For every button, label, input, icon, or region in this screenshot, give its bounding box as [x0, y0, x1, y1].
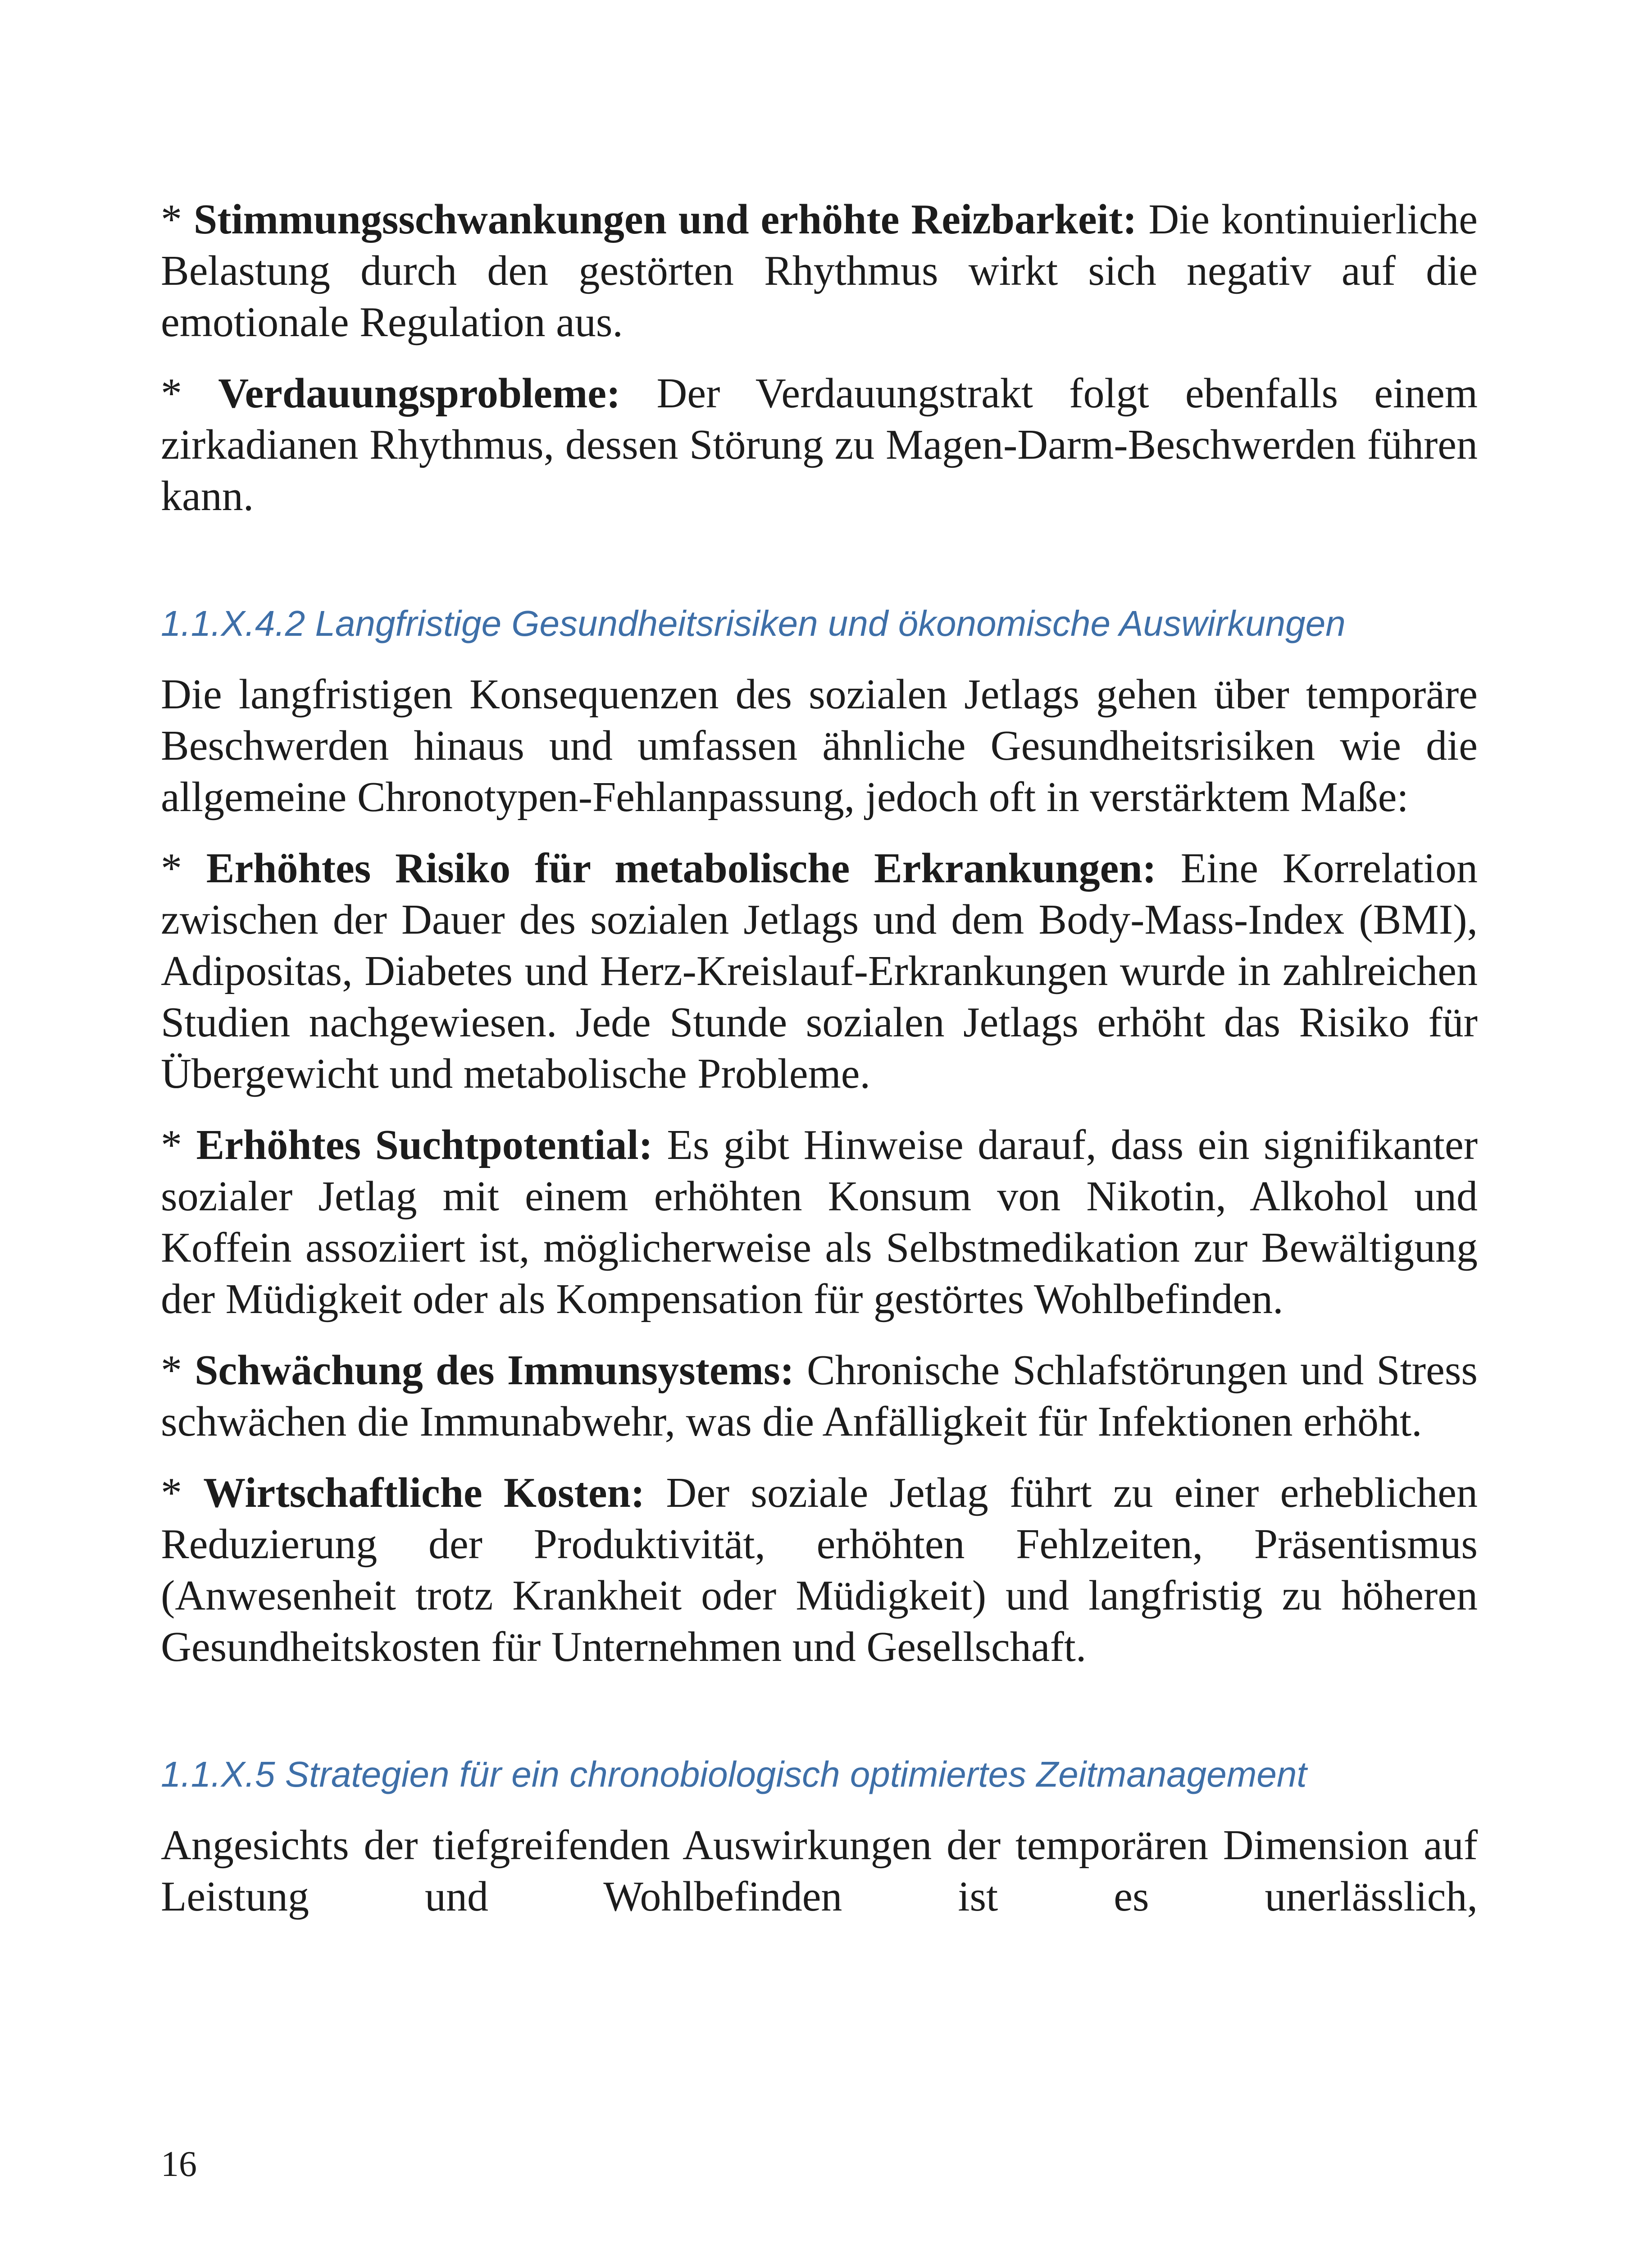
bullet-text: Der Verdauungstrakt folgt ebenfalls einem zirkadianen Rhythmus, dessen Störung zu Magen-Darm-Beschwerden führen kann. [161, 370, 1478, 520]
bullet-paragraph [161, 194, 1478, 348]
page-content [161, 194, 1478, 1922]
bullet-marker: * [161, 1122, 182, 1168]
bullet-marker: * [161, 196, 182, 243]
bullet-marker: * [161, 370, 182, 417]
bullet-paragraph [161, 1119, 1478, 1325]
bullet-lead: Erhöhtes Risiko für metabolische Erkrankungen: [206, 845, 1156, 892]
bullet-text: Die kontinuierliche Belastung durch den gestörten Rhythmus wirkt sich negativ auf die emotionale Regulation aus. [161, 196, 1478, 346]
bullet-marker: * [161, 845, 182, 892]
bullet-text: Es gibt Hinweise darauf, dass ein signifikanter sozialer Jetlag mit einem erhöhten Konsum von Nikotin, Alkohol und Koffein assoziiert ist, möglicherweise als Selbstmedikation zur Bewältigung der Müdigkeit oder als Kompensation für gestörtes Wohlbefinden. [161, 1122, 1478, 1323]
bullet-text: Eine Korrelation zwischen der Dauer des sozialen Jetlags und dem Body-Mass-Index (BMI), Adipositas, Diabetes und Herz-Kreislauf-Erkrankungen wurde in zahlreichen Studien nachgewiesen. Jede Stunde sozialen Jetlags erhöht das Risiko für Übergewicht und metabolische Probleme. [161, 845, 1478, 1097]
bullet-text: Chronische Schlafstörungen und Stress schwächen die Immunabwehr, was die Anfälligkeit für Infektionen erhöht. [161, 1347, 1478, 1445]
bullet-lead: Schwächung des Immunsystems: [195, 1347, 794, 1394]
bullet-paragraph [161, 1467, 1478, 1673]
bullet-lead: Wirtschaftliche Kosten: [203, 1469, 645, 1516]
page-number: 16 [161, 2144, 197, 2184]
closing-paragraph: Angesichts der tiefgreifenden Auswirkungen der temporären Dimension auf Leistung und Wohlbefinden ist es unerlässlich, [161, 1822, 1478, 1920]
intro-paragraph: Die langfristigen Konsequenzen des sozialen Jetlags gehen über temporäre Beschwerden hinaus und umfassen ähnliche Gesundheitsrisiken wie die allgemeine Chronotypen-Fehlanpassung, jedoch oft in verstärktem Maße: [161, 671, 1478, 821]
bullet-lead: Stimmungsschwankungen und erhöhte Reizbarkeit: [193, 196, 1137, 243]
bullet-paragraph [161, 1345, 1478, 1447]
bullet-marker: * [161, 1347, 182, 1394]
section-heading: 1.1.X.4.2 Langfristige Gesundheitsrisiken und ökonomische Auswirkungen [161, 603, 1346, 643]
bullet-marker: * [161, 1469, 182, 1516]
bullet-text: Der soziale Jetlag führt zu einer erheblichen Reduzierung der Produktivität, erhöhten Fehlzeiten, Präsentismus (Anwesenheit trotz Krankheit oder Müdigkeit) und langfristig zu höheren Gesundheitskosten für Unternehmen und Gesellschaft. [161, 1469, 1478, 1670]
bullet-paragraph [161, 843, 1478, 1099]
bullet-lead: Verdauungsprobleme: [218, 370, 621, 417]
section-heading: 1.1.X.5 Strategien für ein chronobiologisch optimiertes Zeitmanagement [161, 1754, 1307, 1794]
bullet-lead: Erhöhtes Suchtpotential: [196, 1122, 653, 1168]
bullet-paragraph [161, 368, 1478, 522]
